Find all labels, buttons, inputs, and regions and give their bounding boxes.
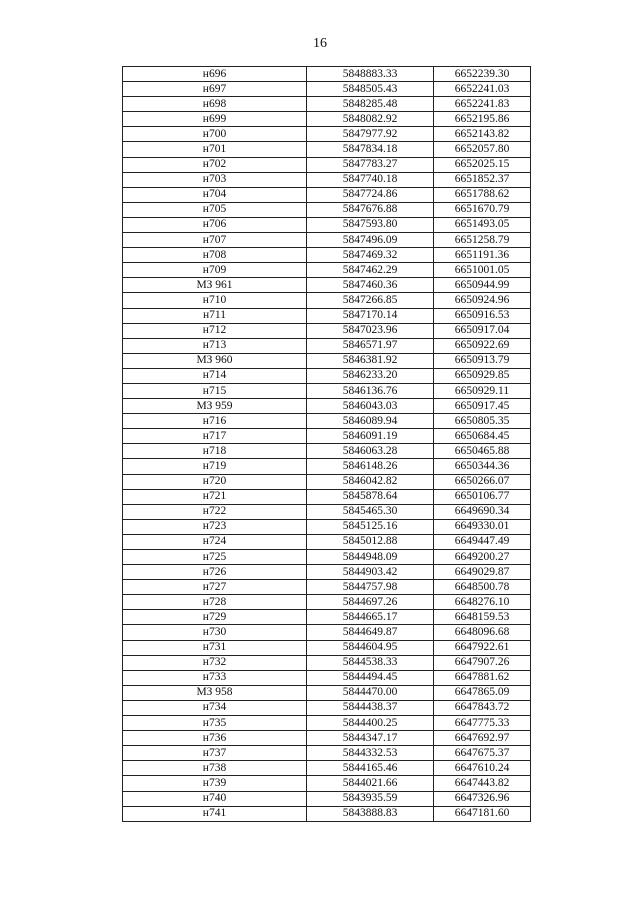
x-coordinate-cell: 5847170.14 bbox=[307, 308, 434, 323]
x-coordinate-cell: 5844470.00 bbox=[307, 685, 434, 700]
point-id-cell: н736 bbox=[123, 731, 307, 746]
x-coordinate-cell: 5847977.92 bbox=[307, 127, 434, 142]
point-id-cell: н700 bbox=[123, 127, 307, 142]
point-id-cell: н720 bbox=[123, 474, 307, 489]
y-coordinate-cell: 6652025.15 bbox=[434, 157, 531, 172]
point-id-cell: МЗ 958 bbox=[123, 685, 307, 700]
point-id-cell: н730 bbox=[123, 625, 307, 640]
y-coordinate-cell: 6650344.36 bbox=[434, 459, 531, 474]
point-id-cell: н707 bbox=[123, 233, 307, 248]
table-row bbox=[123, 263, 531, 278]
x-coordinate-cell: 5843935.59 bbox=[307, 791, 434, 806]
table-row bbox=[123, 82, 531, 97]
table-row bbox=[123, 580, 531, 595]
y-coordinate-cell: 6648500.78 bbox=[434, 580, 531, 595]
point-id-cell: н709 bbox=[123, 263, 307, 278]
table-row bbox=[123, 414, 531, 429]
page-number: 16 bbox=[313, 36, 327, 51]
y-coordinate-cell: 6651258.79 bbox=[434, 233, 531, 248]
x-coordinate-cell: 5848285.48 bbox=[307, 97, 434, 112]
point-id-cell: н727 bbox=[123, 580, 307, 595]
y-coordinate-cell: 6651493.05 bbox=[434, 217, 531, 232]
table-row bbox=[123, 172, 531, 187]
y-coordinate-cell: 6649447.49 bbox=[434, 534, 531, 549]
y-coordinate-cell: 6652241.83 bbox=[434, 97, 531, 112]
y-coordinate-cell: 6647922.61 bbox=[434, 640, 531, 655]
point-id-cell: н708 bbox=[123, 248, 307, 263]
point-id-cell: н702 bbox=[123, 157, 307, 172]
x-coordinate-cell: 5844665.17 bbox=[307, 610, 434, 625]
point-id-cell: н734 bbox=[123, 700, 307, 715]
y-coordinate-cell: 6650929.11 bbox=[434, 383, 531, 398]
point-id-cell: н713 bbox=[123, 338, 307, 353]
point-id-cell: н712 bbox=[123, 323, 307, 338]
x-coordinate-cell: 5847783.27 bbox=[307, 157, 434, 172]
point-id-cell: н738 bbox=[123, 761, 307, 776]
y-coordinate-cell: 6650917.45 bbox=[434, 399, 531, 414]
x-coordinate-cell: 5845125.16 bbox=[307, 519, 434, 534]
x-coordinate-cell: 5847266.85 bbox=[307, 293, 434, 308]
x-coordinate-cell: 5844948.09 bbox=[307, 550, 434, 565]
table-row bbox=[123, 565, 531, 580]
y-coordinate-cell: 6649330.01 bbox=[434, 519, 531, 534]
x-coordinate-cell: 5847460.36 bbox=[307, 278, 434, 293]
point-id-cell: н729 bbox=[123, 610, 307, 625]
y-coordinate-cell: 6650929.85 bbox=[434, 368, 531, 383]
table-row bbox=[123, 233, 531, 248]
table-row bbox=[123, 791, 531, 806]
y-coordinate-cell: 6647181.60 bbox=[434, 806, 531, 821]
x-coordinate-cell: 5844400.25 bbox=[307, 716, 434, 731]
x-coordinate-cell: 5846148.26 bbox=[307, 459, 434, 474]
x-coordinate-cell: 5846381.92 bbox=[307, 353, 434, 368]
y-coordinate-cell: 6650805.35 bbox=[434, 414, 531, 429]
point-id-cell: МЗ 959 bbox=[123, 399, 307, 414]
x-coordinate-cell: 5846233.20 bbox=[307, 368, 434, 383]
table-row bbox=[123, 504, 531, 519]
y-coordinate-cell: 6650266.07 bbox=[434, 474, 531, 489]
table-row bbox=[123, 761, 531, 776]
y-coordinate-cell: 6650944.99 bbox=[434, 278, 531, 293]
x-coordinate-cell: 5848883.33 bbox=[307, 67, 434, 82]
y-coordinate-cell: 6652057.80 bbox=[434, 142, 531, 157]
y-coordinate-cell: 6647692.97 bbox=[434, 731, 531, 746]
point-id-cell: н705 bbox=[123, 202, 307, 217]
x-coordinate-cell: 5846042.82 bbox=[307, 474, 434, 489]
table-row bbox=[123, 112, 531, 127]
table-row bbox=[123, 550, 531, 565]
table-row bbox=[123, 776, 531, 791]
table-row bbox=[123, 640, 531, 655]
x-coordinate-cell: 5845878.64 bbox=[307, 489, 434, 504]
point-id-cell: н726 bbox=[123, 565, 307, 580]
x-coordinate-cell: 5846091.19 bbox=[307, 429, 434, 444]
x-coordinate-cell: 5848505.43 bbox=[307, 82, 434, 97]
x-coordinate-cell: 5844347.17 bbox=[307, 731, 434, 746]
x-coordinate-cell: 5844697.26 bbox=[307, 595, 434, 610]
x-coordinate-cell: 5845465.30 bbox=[307, 504, 434, 519]
table-row bbox=[123, 625, 531, 640]
table-row bbox=[123, 293, 531, 308]
y-coordinate-cell: 6647443.82 bbox=[434, 776, 531, 791]
y-coordinate-cell: 6647907.26 bbox=[434, 655, 531, 670]
x-coordinate-cell: 5844494.45 bbox=[307, 670, 434, 685]
x-coordinate-cell: 5844649.87 bbox=[307, 625, 434, 640]
point-id-cell: н697 bbox=[123, 82, 307, 97]
x-coordinate-cell: 5846089.94 bbox=[307, 414, 434, 429]
y-coordinate-cell: 6651852.37 bbox=[434, 172, 531, 187]
table-row bbox=[123, 248, 531, 263]
table-row bbox=[123, 202, 531, 217]
table-row bbox=[123, 700, 531, 715]
x-coordinate-cell: 5847724.86 bbox=[307, 187, 434, 202]
point-id-cell: н728 bbox=[123, 595, 307, 610]
y-coordinate-cell: 6649200.27 bbox=[434, 550, 531, 565]
y-coordinate-cell: 6650922.69 bbox=[434, 338, 531, 353]
y-coordinate-cell: 6650913.79 bbox=[434, 353, 531, 368]
table-row bbox=[123, 323, 531, 338]
y-coordinate-cell: 6647610.24 bbox=[434, 761, 531, 776]
y-coordinate-cell: 6652143.82 bbox=[434, 127, 531, 142]
y-coordinate-cell: 6647865.09 bbox=[434, 685, 531, 700]
x-coordinate-cell: 5846063.28 bbox=[307, 444, 434, 459]
coordinates-table bbox=[122, 66, 531, 822]
y-coordinate-cell: 6652239.30 bbox=[434, 67, 531, 82]
point-id-cell: н704 bbox=[123, 187, 307, 202]
table-row bbox=[123, 534, 531, 549]
x-coordinate-cell: 5843888.83 bbox=[307, 806, 434, 821]
y-coordinate-cell: 6651670.79 bbox=[434, 202, 531, 217]
table-row bbox=[123, 489, 531, 504]
y-coordinate-cell: 6647881.62 bbox=[434, 670, 531, 685]
table-row bbox=[123, 368, 531, 383]
x-coordinate-cell: 5844165.46 bbox=[307, 761, 434, 776]
y-coordinate-cell: 6652241.03 bbox=[434, 82, 531, 97]
table-row bbox=[123, 716, 531, 731]
x-coordinate-cell: 5847740.18 bbox=[307, 172, 434, 187]
x-coordinate-cell: 5846571.97 bbox=[307, 338, 434, 353]
point-id-cell: МЗ 961 bbox=[123, 278, 307, 293]
table-row bbox=[123, 459, 531, 474]
point-id-cell: н732 bbox=[123, 655, 307, 670]
y-coordinate-cell: 6647775.33 bbox=[434, 716, 531, 731]
table-row bbox=[123, 353, 531, 368]
x-coordinate-cell: 5846043.03 bbox=[307, 399, 434, 414]
table-row bbox=[123, 655, 531, 670]
table-row bbox=[123, 610, 531, 625]
point-id-cell: н731 bbox=[123, 640, 307, 655]
table-row bbox=[123, 338, 531, 353]
table-row bbox=[123, 444, 531, 459]
y-coordinate-cell: 6647326.96 bbox=[434, 791, 531, 806]
y-coordinate-cell: 6650924.96 bbox=[434, 293, 531, 308]
point-id-cell: н740 bbox=[123, 791, 307, 806]
table-row bbox=[123, 97, 531, 112]
point-id-cell: н724 bbox=[123, 534, 307, 549]
x-coordinate-cell: 5844538.33 bbox=[307, 655, 434, 670]
table-row bbox=[123, 187, 531, 202]
table-row bbox=[123, 399, 531, 414]
table-row bbox=[123, 595, 531, 610]
x-coordinate-cell: 5845012.88 bbox=[307, 534, 434, 549]
x-coordinate-cell: 5848082.92 bbox=[307, 112, 434, 127]
point-id-cell: н735 bbox=[123, 716, 307, 731]
x-coordinate-cell: 5846136.76 bbox=[307, 383, 434, 398]
y-coordinate-cell: 6651191.36 bbox=[434, 248, 531, 263]
point-id-cell: н710 bbox=[123, 293, 307, 308]
y-coordinate-cell: 6647675.37 bbox=[434, 746, 531, 761]
y-coordinate-cell: 6648159.53 bbox=[434, 610, 531, 625]
point-id-cell: МЗ 960 bbox=[123, 353, 307, 368]
point-id-cell: н739 bbox=[123, 776, 307, 791]
x-coordinate-cell: 5847023.96 bbox=[307, 323, 434, 338]
y-coordinate-cell: 6650106.77 bbox=[434, 489, 531, 504]
x-coordinate-cell: 5844438.37 bbox=[307, 700, 434, 715]
y-coordinate-cell: 6650917.04 bbox=[434, 323, 531, 338]
x-coordinate-cell: 5847462.29 bbox=[307, 263, 434, 278]
x-coordinate-cell: 5847834.18 bbox=[307, 142, 434, 157]
x-coordinate-cell: 5844757.98 bbox=[307, 580, 434, 595]
table-row bbox=[123, 685, 531, 700]
point-id-cell: н721 bbox=[123, 489, 307, 504]
point-id-cell: н696 bbox=[123, 67, 307, 82]
y-coordinate-cell: 6650465.88 bbox=[434, 444, 531, 459]
point-id-cell: н741 bbox=[123, 806, 307, 821]
point-id-cell: н723 bbox=[123, 519, 307, 534]
table-row bbox=[123, 806, 531, 821]
table-row bbox=[123, 746, 531, 761]
table-row bbox=[123, 670, 531, 685]
x-coordinate-cell: 5847593.80 bbox=[307, 217, 434, 232]
x-coordinate-cell: 5844903.42 bbox=[307, 565, 434, 580]
y-coordinate-cell: 6650684.45 bbox=[434, 429, 531, 444]
point-id-cell: н701 bbox=[123, 142, 307, 157]
point-id-cell: н711 bbox=[123, 308, 307, 323]
y-coordinate-cell: 6651001.05 bbox=[434, 263, 531, 278]
point-id-cell: н718 bbox=[123, 444, 307, 459]
point-id-cell: н717 bbox=[123, 429, 307, 444]
point-id-cell: н703 bbox=[123, 172, 307, 187]
table-row bbox=[123, 217, 531, 232]
point-id-cell: н706 bbox=[123, 217, 307, 232]
point-id-cell: н715 bbox=[123, 383, 307, 398]
table-row bbox=[123, 474, 531, 489]
point-id-cell: н737 bbox=[123, 746, 307, 761]
x-coordinate-cell: 5847496.09 bbox=[307, 233, 434, 248]
table-row bbox=[123, 278, 531, 293]
y-coordinate-cell: 6648276.10 bbox=[434, 595, 531, 610]
y-coordinate-cell: 6649029.87 bbox=[434, 565, 531, 580]
point-id-cell: н699 bbox=[123, 112, 307, 127]
x-coordinate-cell: 5844332.53 bbox=[307, 746, 434, 761]
table-row bbox=[123, 157, 531, 172]
table-row bbox=[123, 429, 531, 444]
point-id-cell: н722 bbox=[123, 504, 307, 519]
table-row bbox=[123, 383, 531, 398]
table-row bbox=[123, 519, 531, 534]
point-id-cell: н714 bbox=[123, 368, 307, 383]
table-row bbox=[123, 142, 531, 157]
y-coordinate-cell: 6649690.34 bbox=[434, 504, 531, 519]
x-coordinate-cell: 5847469.32 bbox=[307, 248, 434, 263]
table-row bbox=[123, 127, 531, 142]
x-coordinate-cell: 5844021.66 bbox=[307, 776, 434, 791]
point-id-cell: н725 bbox=[123, 550, 307, 565]
point-id-cell: н733 bbox=[123, 670, 307, 685]
point-id-cell: н698 bbox=[123, 97, 307, 112]
x-coordinate-cell: 5847676.88 bbox=[307, 202, 434, 217]
y-coordinate-cell: 6648096.68 bbox=[434, 625, 531, 640]
x-coordinate-cell: 5844604.95 bbox=[307, 640, 434, 655]
table-row bbox=[123, 731, 531, 746]
y-coordinate-cell: 6647843.72 bbox=[434, 700, 531, 715]
point-id-cell: н719 bbox=[123, 459, 307, 474]
coordinates-table-body bbox=[123, 67, 531, 822]
point-id-cell: н716 bbox=[123, 414, 307, 429]
table-row bbox=[123, 67, 531, 82]
table-row bbox=[123, 308, 531, 323]
y-coordinate-cell: 6651788.62 bbox=[434, 187, 531, 202]
y-coordinate-cell: 6650916.53 bbox=[434, 308, 531, 323]
y-coordinate-cell: 6652195.86 bbox=[434, 112, 531, 127]
